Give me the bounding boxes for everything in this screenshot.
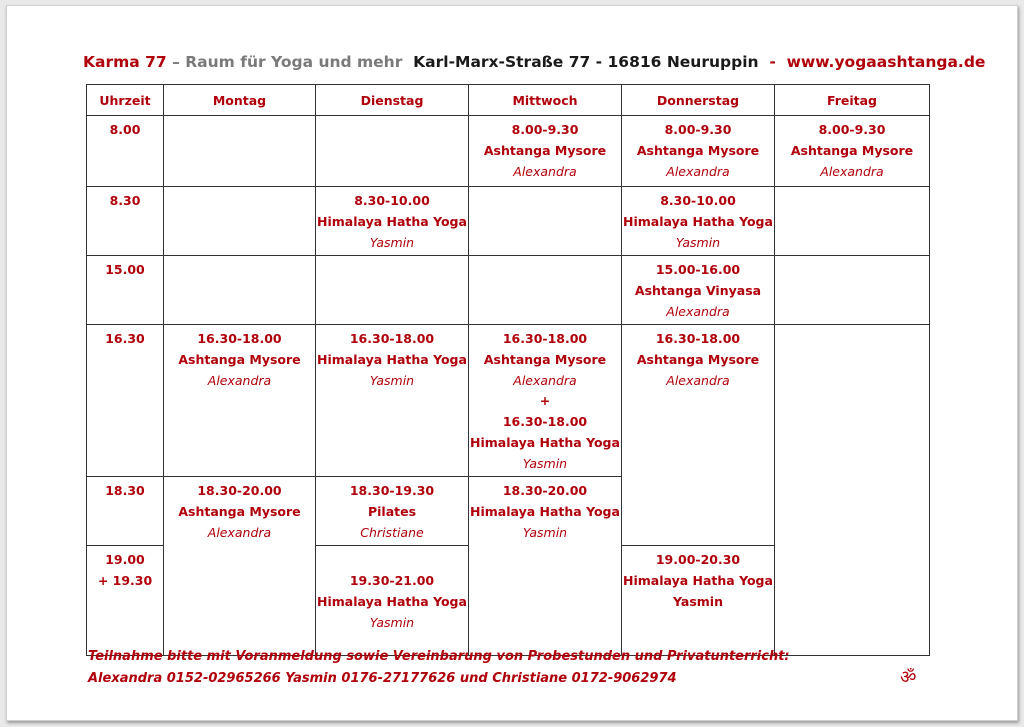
class-time: 15.00-16.00 (655, 262, 741, 277)
time-cell (87, 546, 164, 656)
class-time: 16.30-18.00 (502, 331, 588, 346)
empty-cell (164, 116, 316, 187)
class-cell (469, 477, 622, 656)
class-title: Ashtanga Mysore (483, 143, 607, 158)
column-header-monday: Montag (164, 85, 316, 116)
brand-tagline: Raum für Yoga und mehr (185, 53, 403, 71)
class-title: Ashtanga Mysore (178, 504, 301, 519)
table-header-row (87, 85, 930, 116)
studio-address: Karl-Marx-Straße 77 - 16816 Neuruppin (413, 53, 759, 71)
empty-cell (469, 187, 622, 256)
table-row (87, 256, 930, 325)
class-teacher: Alexandra (666, 373, 730, 388)
class-time: 16.30-18.00 (502, 414, 588, 429)
empty-cell (164, 256, 316, 325)
class-time: 18.30-20.00 (502, 483, 588, 498)
time-label: 18.30 (105, 483, 145, 498)
empty-cell (316, 256, 469, 325)
om-symbol-icon: ॐ (900, 667, 917, 688)
time-label: 19.00 (105, 552, 145, 567)
class-time: 19.00-20.30 (655, 552, 741, 567)
class-teacher: Yasmin (369, 373, 415, 388)
empty-cell (316, 116, 469, 187)
class-teacher: Alexandra (820, 164, 884, 179)
class-title: Himalaya Hatha Yoga (623, 573, 773, 588)
plus-separator: + (539, 393, 551, 408)
time-label: 16.30 (105, 331, 145, 346)
time-cell (87, 477, 164, 546)
footer-note (88, 646, 790, 690)
empty-cell (775, 187, 930, 256)
class-teacher: Alexandra (207, 373, 272, 388)
time-cell (87, 116, 164, 187)
class-cell (316, 325, 469, 477)
schedule-table (86, 84, 930, 656)
column-header-tuesday: Dienstag (316, 85, 469, 116)
class-teacher: Christiane (360, 525, 424, 540)
class-title: Himalaya Hatha Yoga (317, 352, 467, 367)
class-time: 18.30-19.30 (349, 483, 435, 498)
class-cell (316, 187, 469, 256)
class-title: Pilates (367, 504, 417, 519)
class-time: 16.30-18.00 (197, 331, 282, 346)
column-header-thursday: Donnerstag (622, 85, 775, 116)
header-dash: - (769, 53, 776, 71)
class-teacher: Yasmin (675, 235, 721, 250)
class-title: Ashtanga Mysore (636, 352, 760, 367)
table-row (87, 325, 930, 477)
time-label: + 19.30 (97, 573, 153, 588)
column-header-wednesday: Mittwoch (469, 85, 622, 116)
class-cell (622, 256, 775, 325)
class-teacher: Alexandra (207, 525, 272, 540)
class-teacher: Alexandra (666, 164, 730, 179)
class-time: 16.30-18.00 (349, 331, 435, 346)
website-link[interactable]: www.yogaashtanga.de (786, 53, 986, 71)
class-cell (316, 546, 469, 656)
table-row (87, 116, 930, 187)
header-separator: – (166, 53, 186, 71)
class-time: 8.30-10.00 (660, 193, 736, 208)
footer-line-contacts: Alexandra 0152-02965266 Yasmin 0176-27177626 und Christiane 0172-9062974 (88, 671, 677, 686)
class-teacher: Yasmin (522, 456, 568, 471)
class-title: Himalaya Hatha Yoga (317, 594, 467, 609)
class-time: 8.30-10.00 (354, 193, 430, 208)
class-cell (622, 325, 775, 546)
class-cell (622, 116, 775, 187)
table-row (87, 187, 930, 256)
column-header-friday: Freitag (775, 85, 930, 116)
class-time: 8.00-9.30 (664, 122, 732, 137)
footer-line-registration: Teilnahme bitte mit Voranmeldung sowie Vereinbarung von Probestunden und Privatunterricht: (88, 649, 790, 664)
class-cell (622, 187, 775, 256)
class-cell (622, 546, 775, 656)
class-teacher: Yasmin (369, 615, 415, 630)
class-title: Ashtanga Mysore (790, 143, 914, 158)
class-title: Ashtanga Vinyasa (634, 283, 762, 298)
class-title: Ashtanga Mysore (483, 352, 607, 367)
class-title: Ashtanga Mysore (636, 143, 760, 158)
time-label: 8.30 (109, 193, 141, 208)
time-cell (87, 187, 164, 256)
class-cell (469, 116, 622, 187)
empty-cell (775, 325, 930, 656)
class-cell (164, 325, 316, 477)
class-title: Himalaya Hatha Yoga (470, 435, 620, 450)
class-time: 18.30-20.00 (197, 483, 282, 498)
class-cell (469, 325, 622, 477)
document-header (83, 51, 986, 73)
class-time: 19.30-21.00 (349, 573, 435, 588)
class-teacher: Yasmin (673, 594, 723, 609)
column-header-time: Uhrzeit (87, 85, 164, 116)
class-teacher: Alexandra (513, 373, 577, 388)
time-label: 8.00 (109, 122, 141, 137)
class-cell (775, 116, 930, 187)
empty-cell (775, 256, 930, 325)
class-time: 8.00-9.30 (818, 122, 886, 137)
class-time: 16.30-18.00 (655, 331, 741, 346)
class-cell (316, 477, 469, 546)
class-title: Himalaya Hatha Yoga (470, 504, 620, 519)
class-title: Ashtanga Mysore (178, 352, 301, 367)
class-teacher: Alexandra (513, 164, 577, 179)
class-time: 8.00-9.30 (511, 122, 579, 137)
time-cell (87, 325, 164, 477)
brand-name: Karma 77 (83, 53, 167, 71)
empty-cell (164, 187, 316, 256)
class-title: Himalaya Hatha Yoga (623, 214, 773, 229)
class-teacher: Yasmin (522, 525, 568, 540)
class-teacher: Alexandra (666, 304, 730, 319)
time-cell (87, 256, 164, 325)
time-label: 15.00 (105, 262, 145, 277)
class-cell (164, 477, 316, 656)
class-teacher: Yasmin (369, 235, 415, 250)
empty-cell (469, 256, 622, 325)
class-title: Himalaya Hatha Yoga (317, 214, 467, 229)
